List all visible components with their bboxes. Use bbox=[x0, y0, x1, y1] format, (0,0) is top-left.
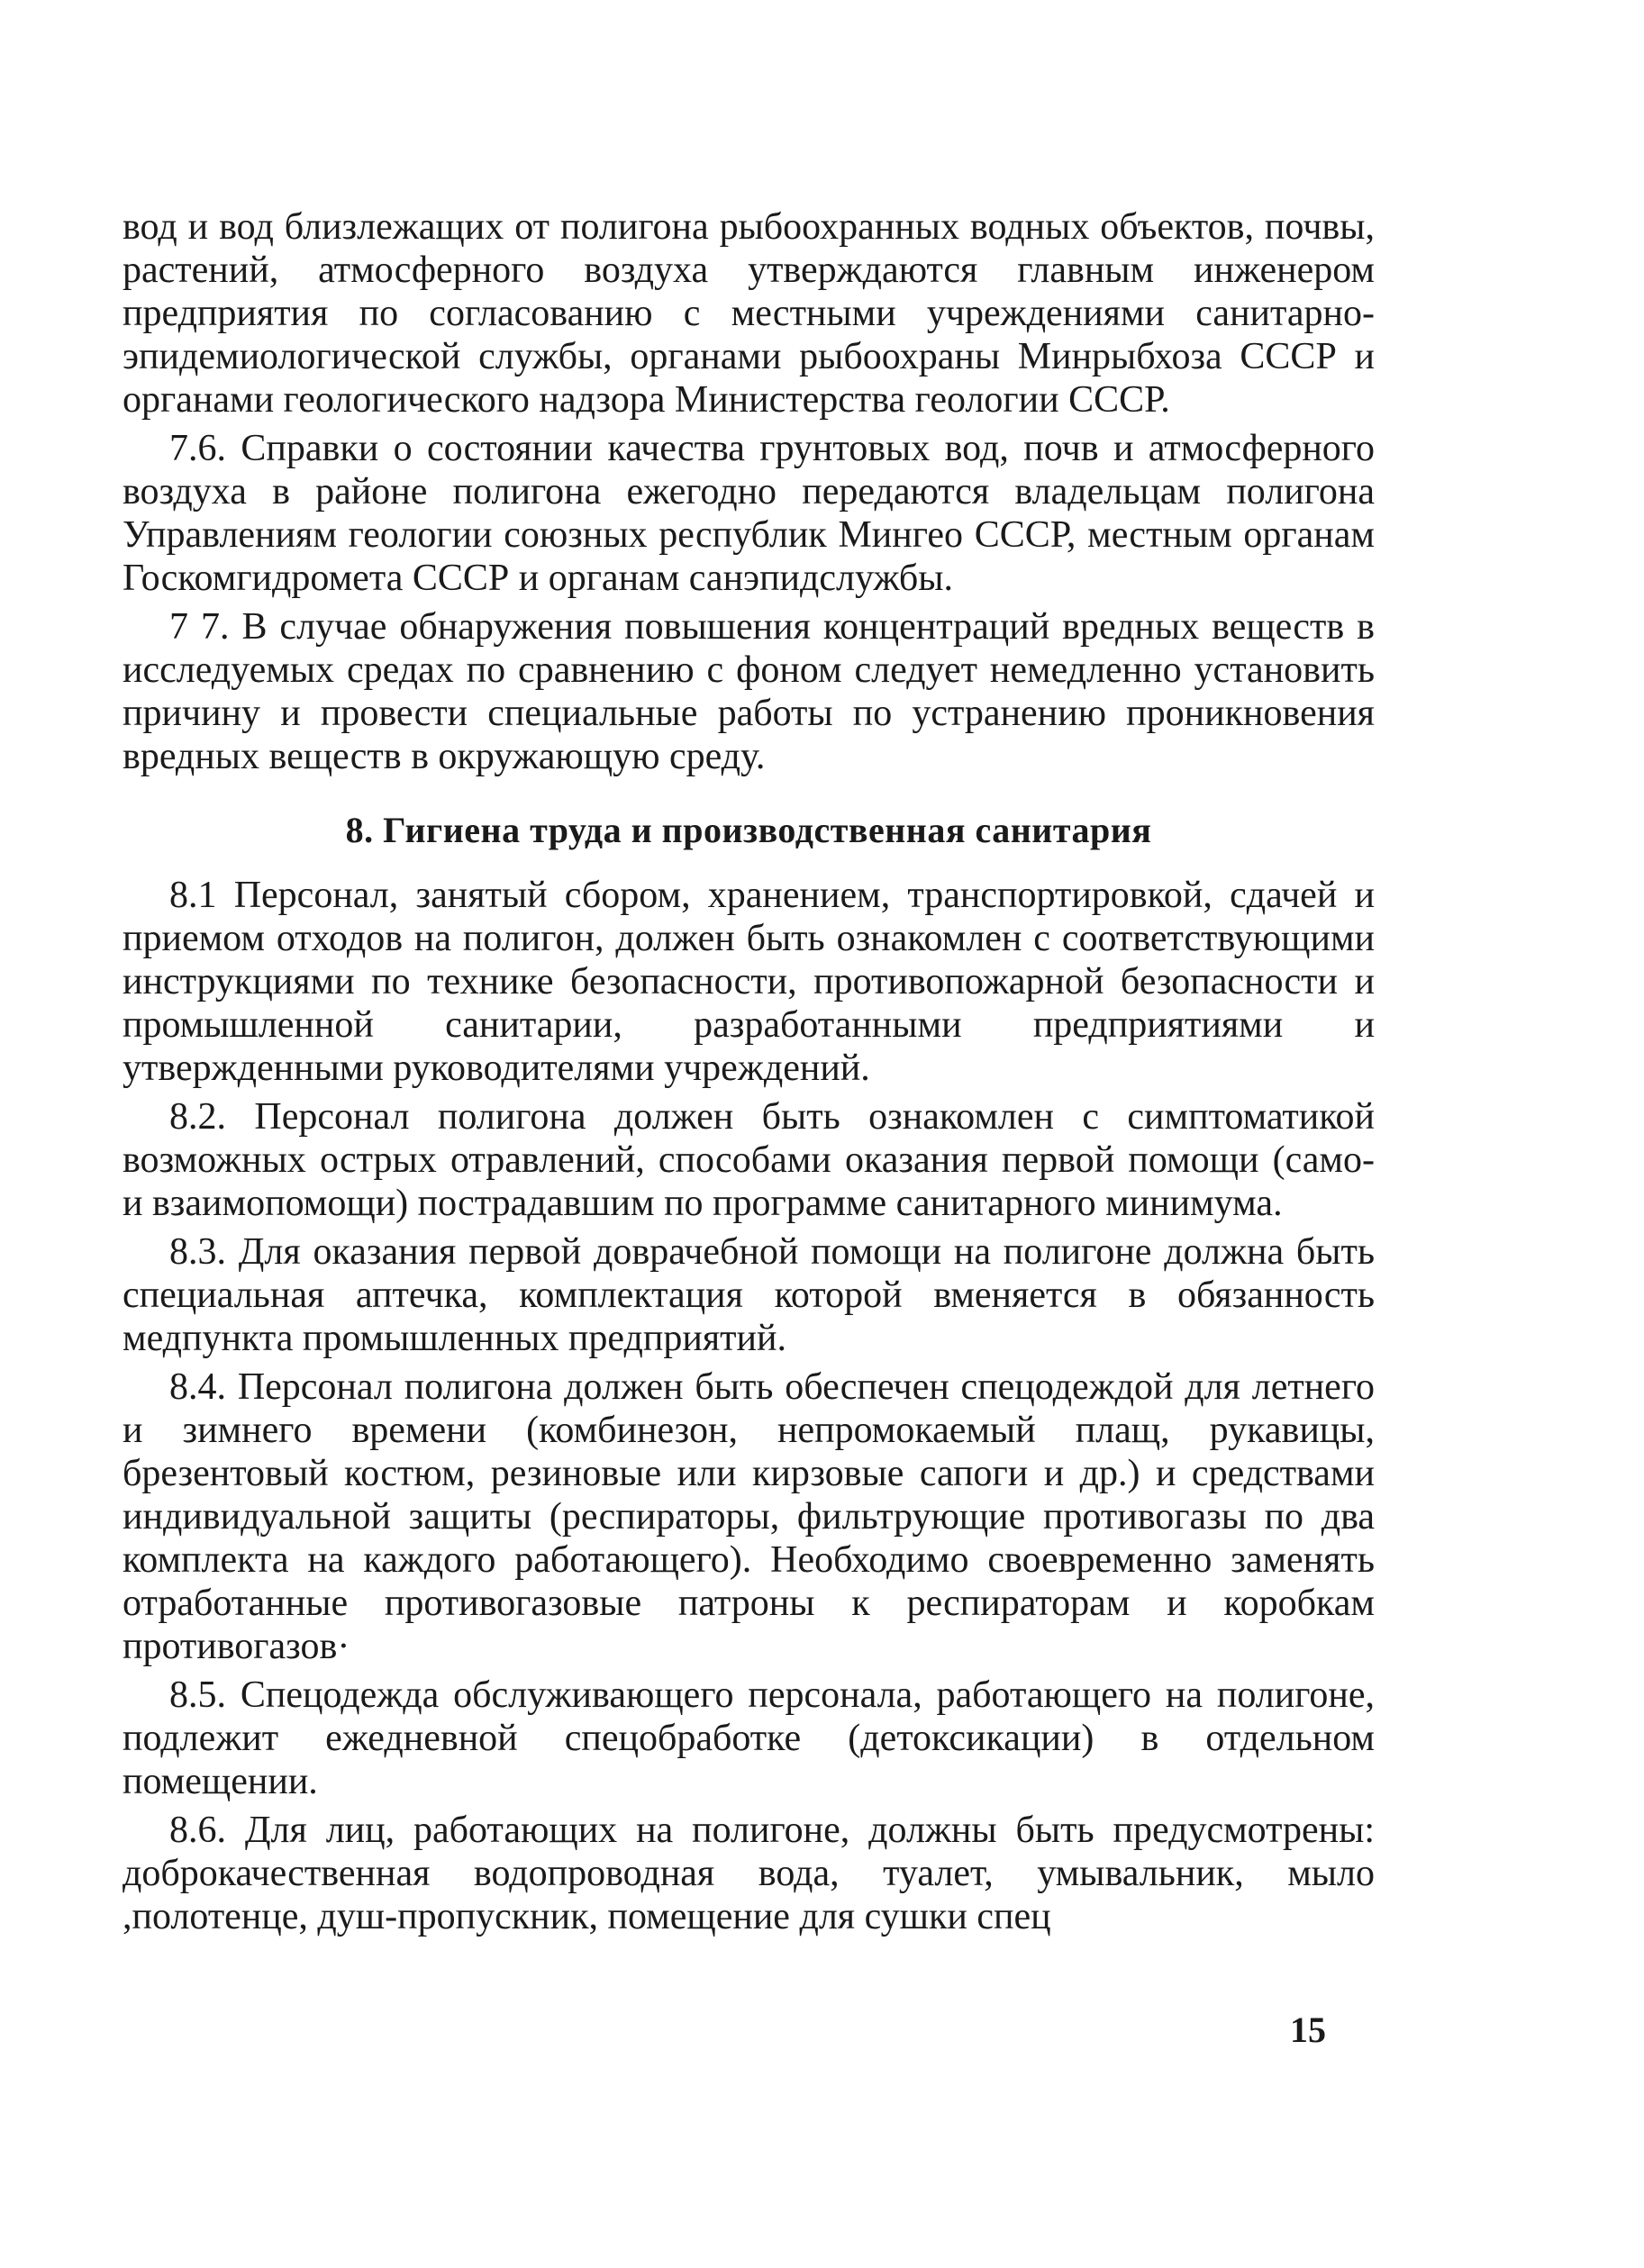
paragraph-8-5: 8.5. Спецодежда обслуживающего персонала, работающего на полигоне, подлежит ежедневной спецобработке (детоксикации) в отдельном помещении. bbox=[123, 1674, 1375, 1802]
paragraph-7-7: 7 7. В случае обнаружения повышения концентраций вредных веществ в исследуемых средах по сравнению с фоном следует немедленно установить причину и провести специальные работы по устранению проникновения вредных веществ в окружающую среду. bbox=[123, 606, 1375, 777]
paragraph-7-5-continuation: вод и вод близлежащих от полигона рыбоохранных водных объектов, почвы, растений, атмосферного воздуха утверждаются главным инженером предприятия по согласованию с местными учреждениями санитарно-эпидемиологической службы, органами рыбоохраны Минрыбхоза СССР и органами геологического надзора Министерства геологии СССР. bbox=[123, 206, 1375, 421]
paragraph-8-2: 8.2. Персонал полигона должен быть ознакомлен с симптоматикой возможных острых отравлений, способами оказания первой помощи (само- и взаимопомощи) пострадавшим по программе санитарного минимума. bbox=[123, 1096, 1375, 1224]
page-number: 15 bbox=[1290, 2009, 1326, 2050]
paragraph-8-6: 8.6. Для лиц, работающих на полигоне, должны быть предусмотрены: доброкачественная водопроводная вода, туалет, умывальник, мыло ,полотенце, душ-пропускник, помещение для сушки спец bbox=[123, 1810, 1375, 1937]
section-heading: 8. Гигиена труда и производственная санитария bbox=[345, 810, 1152, 850]
paragraph-8-1: 8.1 Персонал, занятый сбором, хранением, транспортировкой, сдачей и приемом отходов на полигон, должен быть ознакомлен с соответствующими инструкциями по технике безопасности, противопожарной безопасности и промышленной санитарии, разработанными предприятиями и утвержденными руководителями учреждений. bbox=[123, 875, 1375, 1089]
body-text bbox=[123, 205, 1375, 1938]
paragraph-7-6: 7.6. Справки о состоянии качества грунтовых вод, почв и атмосферного воздуха в районе полигона ежегодно передаются владельцам полигона Управлениям геологии союзных республик Мингео СССР, местным органам Госкомгидромета СССР и органам санэпидслужбы. bbox=[123, 428, 1375, 599]
paragraph-8-3: 8.3. Для оказания первой доврачебной помощи на полигоне должна быть специальная аптечка, комплектация которой вменяется в обязанность медпункта промышленных предприятий. bbox=[123, 1231, 1375, 1359]
paragraph-8-4: 8.4. Персонал полигона должен быть обеспечен спецодеждой для летнего и зимнего времени (комбинезон, непромокаемый плащ, рукавицы, брезентовый костюм, резиновые или кирзовые сапоги и др.) и средствами индивидуальной защиты (респираторы, фильтрующие противогазы по два комплекта на каждого работающего). Необходимо своевременно заменять отработанные противогазовые патроны к респираторам и коробкам противогазов· bbox=[123, 1366, 1375, 1667]
